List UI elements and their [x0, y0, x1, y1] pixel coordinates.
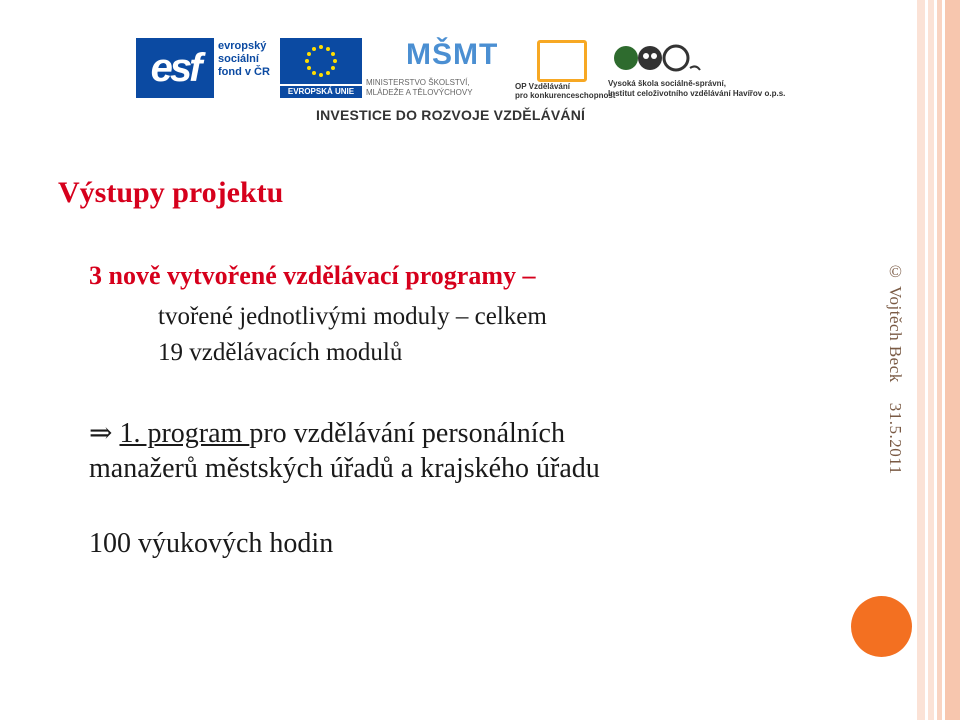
investice-slogan: INVESTICE DO ROZVOJE VZDĚLÁVÁNÍ: [316, 107, 586, 123]
decorative-stripe: [937, 0, 942, 720]
body-line: 3 nově vytvořené vzdělávací programy –: [89, 261, 536, 290]
op-vk-text: OP Vzdělávání: [515, 82, 570, 91]
body-line: 100 výukových hodin: [89, 528, 334, 559]
arrow-icon: ⇒: [89, 418, 113, 449]
copyright-author: © Vojtěch Beck: [886, 262, 905, 383]
eu-label: EVROPSKÁ UNIE: [280, 86, 362, 98]
esf-mark: esf: [136, 38, 214, 98]
esf-text-line: evropský: [218, 40, 267, 52]
decorative-stripe: [928, 0, 934, 720]
msmt-text: MLÁDEŽE A TĚLOVÝCHOVY: [366, 88, 473, 97]
decorative-stripe: [917, 0, 925, 720]
vss-text: Vysoká škola sociálně-správní,: [608, 79, 726, 88]
slide-title: Výstupy projektu: [58, 176, 284, 209]
copyright-date: 31.5.2011: [886, 402, 905, 475]
op-vk-logo: [515, 38, 615, 100]
msmt-logo: [366, 38, 516, 98]
esf-logo: [136, 38, 274, 98]
logo-bar: [0, 0, 900, 135]
eu-logo: [280, 38, 362, 98]
esf-text-line: sociální: [218, 53, 259, 65]
program-text: pro vzdělávání personálních: [249, 418, 565, 449]
body-line: manažerů městských úřadů a krajského úřadu: [89, 453, 600, 484]
body-line: tvořené jednotlivými moduly – celkem: [158, 303, 547, 330]
body-line: 19 vzdělávacích modulů: [158, 339, 403, 366]
body-line: [89, 416, 565, 450]
op-vk-mark: [537, 40, 587, 82]
copyright-note: [885, 262, 905, 475]
esf-text-line: fond v ČR: [218, 66, 270, 78]
vss-logo: [608, 38, 798, 98]
owl-icon: [612, 40, 702, 76]
msmt-mark: MŠMT: [406, 38, 499, 71]
op-vk-text: pro konkurenceschopnost: [515, 91, 616, 100]
vss-text: Institut celoživotního vzdělávání Havířov o.p.s.: [608, 89, 786, 98]
program-label: 1. program: [119, 418, 250, 449]
esf-text: [218, 40, 270, 79]
decorative-stripe: [945, 0, 960, 720]
eu-flag-icon: [280, 38, 362, 84]
orange-circle-decoration: [851, 596, 912, 657]
msmt-text: MINISTERSTVO ŠKOLSTVÍ,: [366, 78, 470, 87]
